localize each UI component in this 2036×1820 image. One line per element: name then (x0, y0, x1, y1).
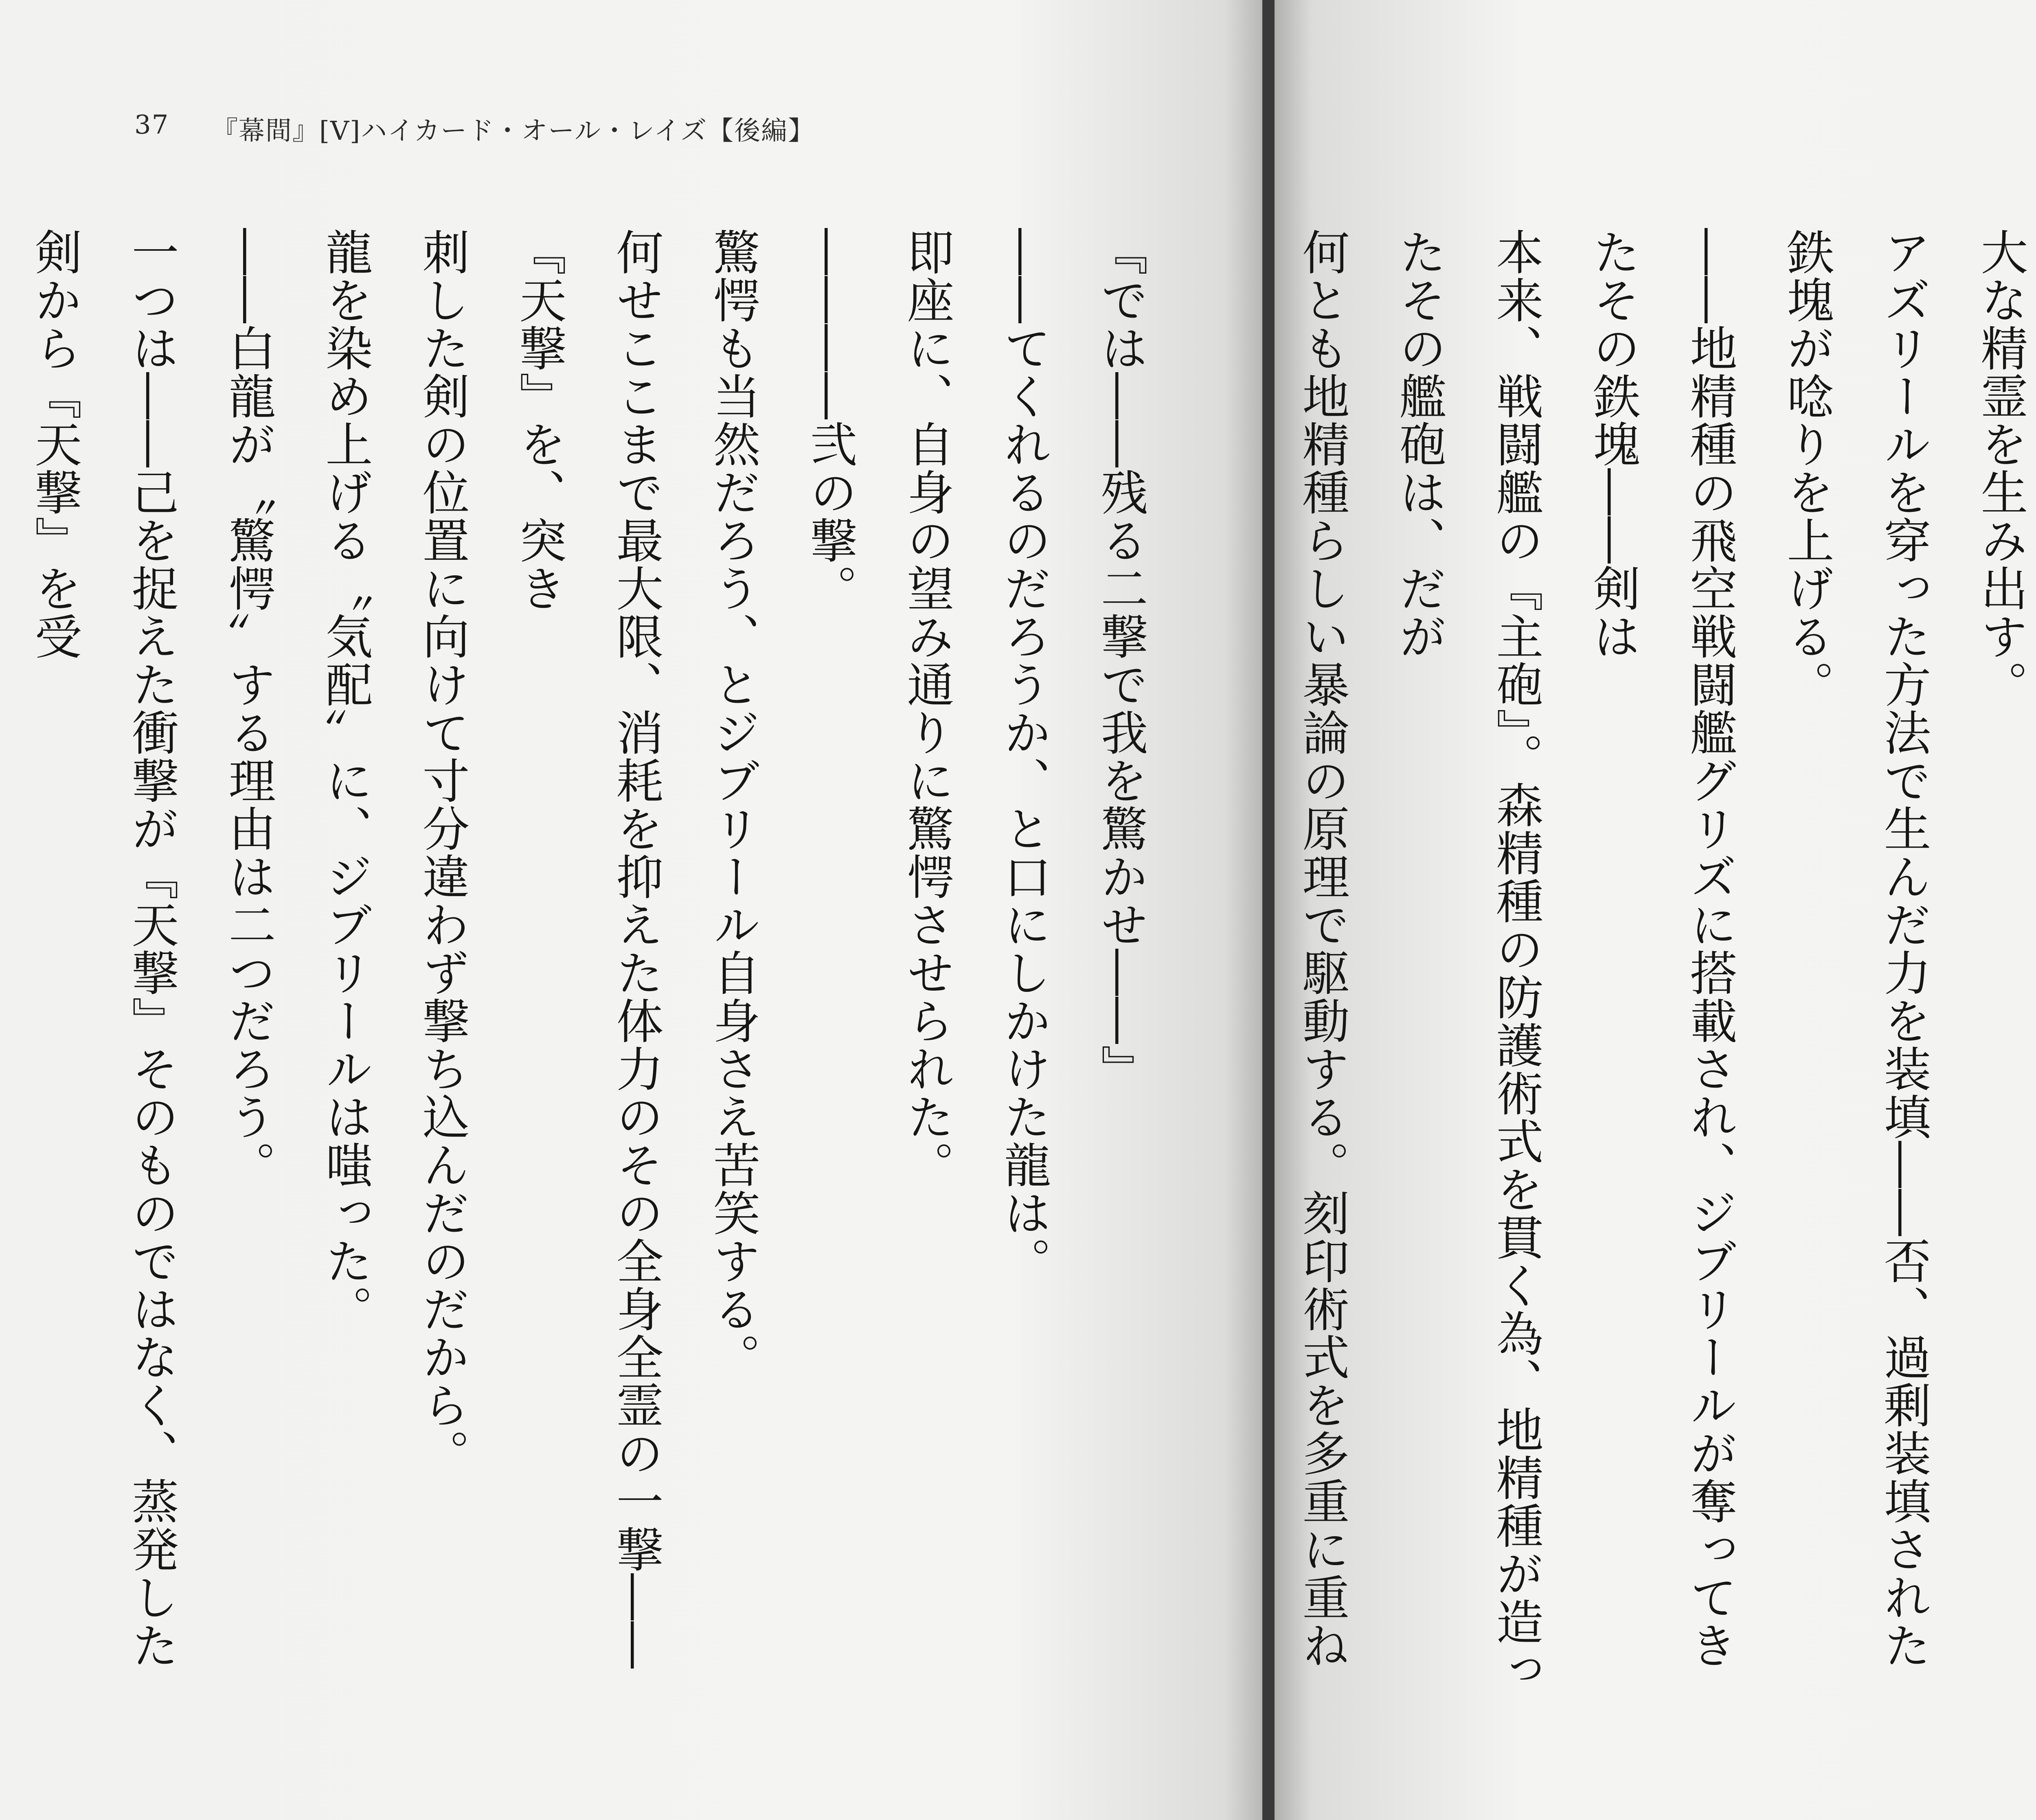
text-line: 何とも地精種らしい暴論の原理で駆動する。刻印術式を多重に重ね (1294, 228, 1349, 1669)
body-text (1294, 228, 2036, 1714)
book-gutter (1262, 0, 1275, 1820)
running-head: 『幕間』[V]ハイカード・オール・レイズ【後編】 (212, 116, 815, 146)
text-line (0, 228, 6, 1714)
text-line: 即座に、自身の望み通りに驚愕させられた。 (899, 228, 954, 1189)
text-line: アズリールを穿った方法で生んだ力を装填――否、過剰装填された鉄塊が唸りを上げる。 (1779, 228, 1931, 1669)
text-line: 龍を染め上げる〝気配〟に、ジブリールは嗤った。 (318, 228, 373, 1333)
text-line: 驚愕も当然だろう、とジブリール自身さえ苦笑する。 (705, 228, 760, 1381)
page-right (1275, 0, 2036, 1820)
text-line: 本来、戦闘艦の『主砲』。森精種の防護術式を貫く為、地精種が造ったその艦砲は、だが (1391, 228, 1543, 1694)
text-line: ――てくれるのだろうか、と口にしかけた龍は。 (996, 228, 1051, 1285)
text-line: 何せここまで最大限、消耗を抑えた体力のその全身全霊の一撃――『天撃』を、突き (511, 228, 663, 1669)
text-line: ――地精種の飛空戦闘艦グリズに搭載され、ジブリールが奪ってきたその鉄塊――剣は (1585, 228, 1737, 1669)
text-line: 『では――残る二撃で我を驚かせ――』 (1093, 228, 1148, 1093)
text-line: ――――弐の撃。 (802, 228, 857, 612)
page-number: 37 (134, 110, 169, 140)
body-text (27, 228, 1169, 1714)
text-line: 大な精霊を生み出す。 (1973, 228, 2028, 708)
text-line: 刺した剣の位置に向けて寸分違わず撃ち込んだのだから。 (415, 228, 470, 1477)
text-line: 一つは――己を捉えた衝撃が『天撃』そのものではなく、蒸発した剣から『天撃』を受 (27, 228, 179, 1669)
text-line: ――白龍が〝驚愕〟する理由は二つだろう。 (221, 228, 276, 1189)
